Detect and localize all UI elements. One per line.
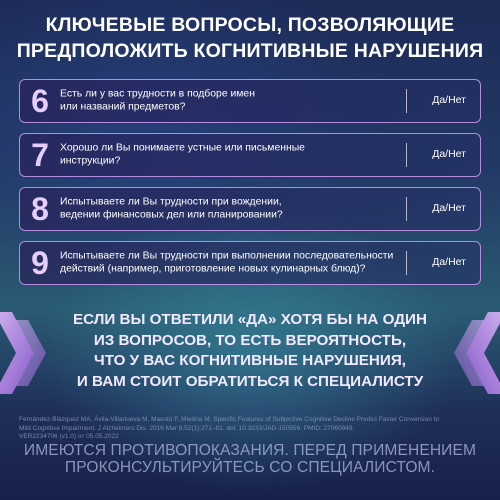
- reference-line-1: Fernández-Blázquez MA, Ávila-Villanueva M, Maestú F, Medina M. Specific Features of Subjective Cognitive Decline Predict Faster Conversion to: [19, 416, 440, 423]
- page-title: [0, 12, 500, 64]
- question-text: [60, 142, 405, 167]
- answer-option: Да/Нет: [432, 202, 466, 214]
- question-number: 8: [31, 191, 49, 227]
- reference-line-2: Mild Cognitive Impairment. J Alzheimers Dis. 2016 Mar 8;52(1):271–81. doi: 10.3233/JAD-150956. PMID: 27060949.: [19, 424, 355, 432]
- disclaimer-line-2: ПРОКОНСУЛЬТИРУЙТЕСЬ СО СПЕЦИАЛИСТОМ.: [64, 459, 436, 476]
- question-text-line-2: инструкции?: [60, 155, 121, 166]
- answer-divider: [406, 143, 407, 167]
- question-card-8: [19, 187, 481, 231]
- conclusion-line-3: ЧТО У ВАС КОГНИТИВНЫЕ НАРУШЕНИЯ,: [94, 352, 406, 369]
- conclusion-line-1: ЕСЛИ ВЫ ОТВЕТИЛИ «ДА» ХОТЯ БЫ НА ОДИН: [73, 311, 427, 328]
- question-text-line-2: ведении финансовых дел или планировании?: [60, 209, 283, 220]
- conclusion-text: [55, 310, 445, 392]
- question-text-line-1: Испытываете ли Вы трудности при выполнении последовательности: [60, 250, 394, 262]
- reference-citation: [19, 416, 489, 442]
- chevron-right-icon: [0, 308, 50, 398]
- question-text: [60, 196, 405, 221]
- question-text-line-1: Хорошо ли Вы понимаете устные или письменные: [60, 142, 305, 154]
- answer-divider: [406, 197, 407, 221]
- question-text: [60, 88, 405, 113]
- disclaimer-text: [0, 442, 500, 476]
- question-number: 7: [31, 137, 49, 173]
- conclusion-line-2: ИЗ ВОПРОСОВ, ТО ЕСТЬ ВЕРОЯТНОСТЬ,: [93, 331, 407, 349]
- answer-option: Да/Нет: [432, 256, 466, 268]
- answer-option: Да/Нет: [432, 148, 466, 160]
- question-text-line-2: или названий предметов?: [60, 101, 186, 112]
- chevron-left-icon: [450, 308, 500, 398]
- answer-option: Да/Нет: [432, 94, 466, 106]
- answer-divider: [406, 251, 407, 275]
- question-text-line-1: Испытываете ли Вы трудности при вождении,: [60, 196, 282, 208]
- question-number: 9: [31, 245, 49, 281]
- question-text: [60, 250, 405, 275]
- question-card-9: [19, 241, 481, 285]
- question-text-line-1: Есть ли у вас трудности в подборе имен: [60, 88, 255, 100]
- question-number: 6: [31, 83, 49, 119]
- question-card-6: [19, 79, 481, 123]
- answer-divider: [406, 89, 407, 113]
- disclaimer-line-1: ИМЕЮТСЯ ПРОТИВОПОКАЗАНИЯ. ПЕРЕД ПРИМЕНЕНИЕМ: [23, 442, 477, 459]
- conclusion-line-4: И ВАМ СТОИТ ОБРАТИТЬСЯ К СПЕЦИАЛИСТУ: [76, 372, 424, 390]
- reference-line-3: VER2234706 (v1.0) от 05.05.2022: [19, 433, 119, 441]
- question-card-7: [19, 133, 481, 177]
- page-title-line-1: КЛЮЧЕВЫЕ ВОПРОСЫ, ПОЗВОЛЯЮЩИЕ: [45, 14, 455, 36]
- question-text-line-2: действий (например, приготовление новых кулинарных блюд)?: [60, 263, 366, 274]
- page-title-line-2: ПРЕДПОЛОЖИТЬ КОГНИТИВНЫЕ НАРУШЕНИЯ: [16, 40, 484, 62]
- questions-list: [19, 79, 481, 295]
